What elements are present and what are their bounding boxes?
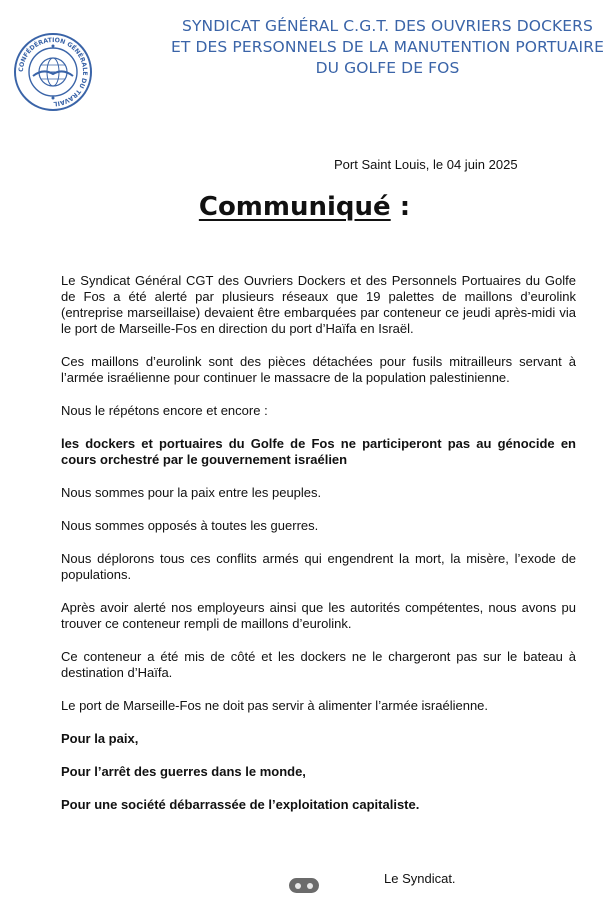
letterhead-line-3: DU GOLFE DE FOS [315, 59, 460, 77]
communique-body [61, 273, 576, 830]
paragraph: Nous le répétons encore et encore : [61, 403, 268, 418]
date-line: Port Saint Louis, le 04 juin 2025 [334, 157, 518, 172]
closing-line: Pour la paix, [61, 731, 139, 746]
page-indicator[interactable] [289, 878, 319, 893]
letterhead-line-2: ET DES PERSONNELS DE LA MANUTENTION PORTUAIRE [171, 38, 604, 56]
paragraph: Le port de Marseille-Fos ne doit pas servir à alimenter l’armée israélienne. [61, 698, 489, 713]
seal-icon [13, 32, 93, 112]
page-dot-icon[interactable] [295, 883, 301, 889]
paragraph: Nous sommes opposés à toutes les guerres. [61, 518, 319, 533]
letterhead-line-1: SYNDICAT GÉNÉRAL C.G.T. DES OUVRIERS DOCKERS [182, 17, 593, 35]
paragraph-bold: les dockers et portuaires du Golfe de Fos ne participeront pas au génocide en cours orchestré par le gouvernement israélien [61, 436, 576, 467]
paragraph: Nous sommes pour la paix entre les peuples. [61, 485, 322, 500]
page-dot-icon[interactable] [307, 883, 313, 889]
closing-line: Pour l’arrêt des guerres dans le monde, [61, 764, 306, 779]
closing-line: Pour une société débarrassée de l’exploitation capitaliste. [61, 797, 420, 812]
cgt-seal-logo [13, 32, 93, 112]
paragraph: Nous déplorons tous ces conflits armés qui engendrent la mort, la misère, l’exode de populations. [61, 551, 576, 582]
paragraph: Le Syndicat Général CGT des Ouvriers Dockers et des Personnels Portuaires du Golfe de Fos a été alerté par plusieurs réseaux que 19 palettes de maillons d’eurolink (entreprise marseillaise) devaient être embarquées par conteneur ce jeudi après-midi via le port de Marseille-Fos en direction du port d’Haïfa en Israël. [61, 273, 576, 336]
title-punct: : [390, 192, 411, 222]
seal-text: CONFÉDÉRATION GÉNÉRALE DU TRAVAIL [17, 36, 89, 108]
page-title [0, 192, 609, 222]
signature: Le Syndicat. [384, 871, 456, 886]
letterhead [160, 16, 609, 79]
paragraph: Après avoir alerté nos employeurs ainsi que les autorités compétentes, nous avons pu trouver ce conteneur rempli de maillons d’eurolink. [61, 600, 576, 631]
paragraph: Ce conteneur a été mis de côté et les dockers ne le chargeront pas sur le bateau à destination d’Haïfa. [61, 649, 576, 680]
title-word: Communiqué [198, 192, 391, 222]
paragraph: Ces maillons d’eurolink sont des pièces détachées pour fusils mitrailleurs servant à l’armée israélienne pour continuer le massacre de la population palestinienne. [61, 354, 576, 385]
